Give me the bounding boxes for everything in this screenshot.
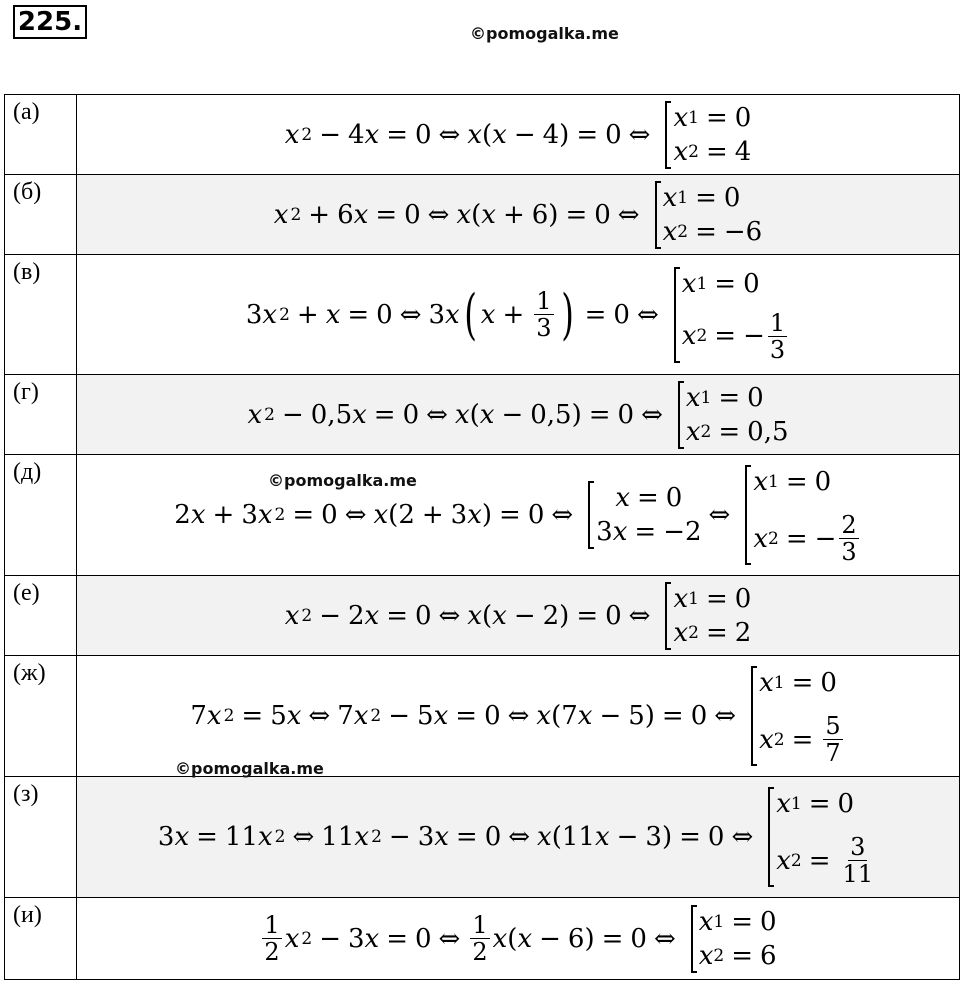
row-label: (б) bbox=[5, 175, 77, 255]
table-row bbox=[5, 255, 960, 375]
table-row bbox=[5, 656, 960, 777]
row-label: (и) bbox=[5, 898, 77, 980]
solutions-table bbox=[4, 94, 960, 980]
equation-cell: 7 x 2 = 5 x ⇔ 7 x 2 − 5 x = 0 ⇔ x (7 x − 5) = 0 ⇔ x 1 = 0 x 2 = $\frac{5}{7}$ bbox=[77, 656, 960, 777]
table-row bbox=[5, 777, 960, 898]
table-row bbox=[5, 95, 960, 175]
row-label: (а) bbox=[5, 95, 77, 175]
row-label: (ж) bbox=[5, 656, 77, 777]
header-watermark: ©pomogalka.me bbox=[470, 24, 619, 43]
row-label: (д) bbox=[5, 455, 77, 576]
table-row bbox=[5, 375, 960, 455]
row-label: (з) bbox=[5, 777, 77, 898]
table-row bbox=[5, 175, 960, 255]
watermark-lower: ©pomogalka.me bbox=[175, 759, 324, 778]
watermark-middle: ©pomogalka.me bbox=[268, 471, 417, 490]
row-label: (г) bbox=[5, 375, 77, 455]
equation-cell: $\frac{1}{2}$ x 2 − 3 x = 0 ⇔ $\frac{1}{2}$ x ( x − 6) = 0 ⇔ x 1 = 0 x 2 = 6 bbox=[77, 898, 960, 980]
table-row bbox=[5, 576, 960, 656]
row-label: (в) bbox=[5, 255, 77, 375]
equation-cell: x 2 − 4 x = 0 ⇔ x ( x − 4) = 0 ⇔ x 1 = 0 x 2 = 4 bbox=[77, 95, 960, 175]
equation-cell: 2 x + 3 x 2 = 0 ⇔ x (2 + 3 x ) = 0 ⇔ x = 0 3 x = −2 ⇔ x 1 = 0 x 2 = − $\frac{2}{3}$ bbox=[77, 455, 960, 576]
task-number: 225. bbox=[13, 5, 87, 39]
equation-cell: x 2 + 6 x = 0 ⇔ x ( x + 6) = 0 ⇔ x 1 = 0 x 2 = −6 bbox=[77, 175, 960, 255]
table-row bbox=[5, 898, 960, 980]
equation-cell: x 2 − 0,5 x = 0 ⇔ x ( x − 0,5) = 0 ⇔ x 1 = 0 x 2 = 0,5 bbox=[77, 375, 960, 455]
equation-cell: x 2 − 2 x = 0 ⇔ x ( x − 2) = 0 ⇔ x 1 = 0 x 2 = 2 bbox=[77, 576, 960, 656]
equation-cell: 3 x = 11 x 2 ⇔ 11 x 2 − 3 x = 0 ⇔ x (11 x − 3) = 0 ⇔ x 1 = 0 x 2 = $\frac{3}{11}$ bbox=[77, 777, 960, 898]
table-row bbox=[5, 455, 960, 576]
row-label: (е) bbox=[5, 576, 77, 656]
equation-cell: 3 x 2 + x = 0 ⇔ 3 x ( x + $\frac{1}{3}$ ) = 0 ⇔ x 1 = 0 x 2 = − $\frac{1}{3}$ bbox=[77, 255, 960, 375]
